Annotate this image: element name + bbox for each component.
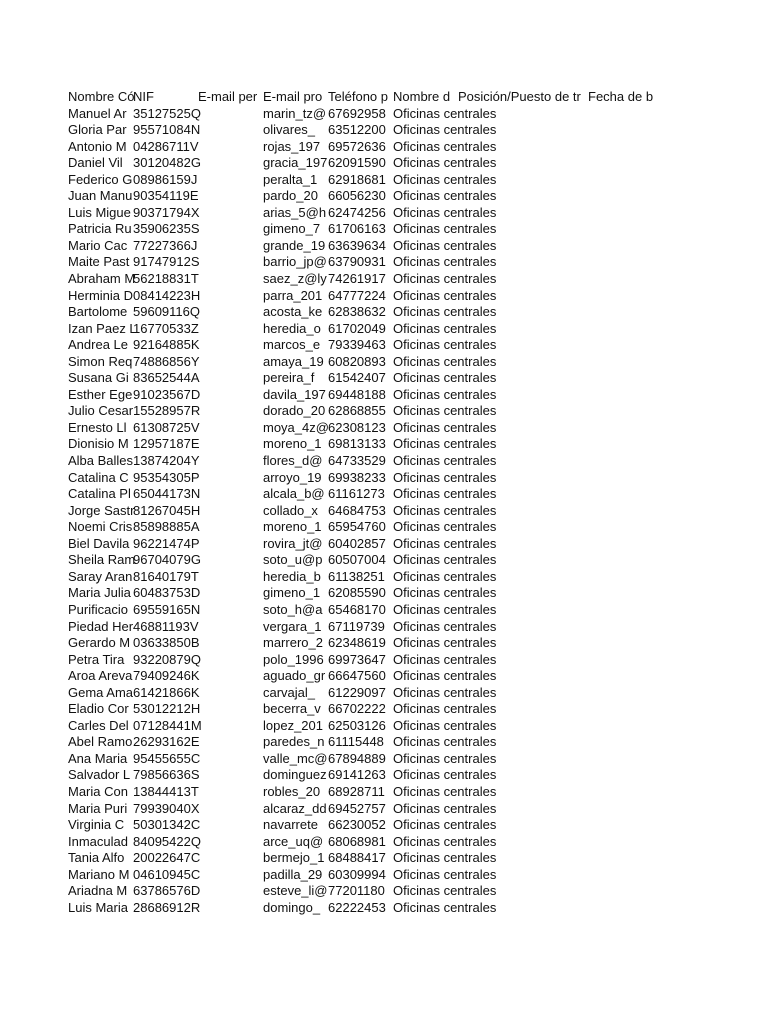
cell-nombre[interactable]: Susana Gi — [68, 370, 129, 386]
cell-telefono[interactable]: 69448188 — [328, 386, 386, 402]
cell-email-profesional[interactable]: heredia_o — [263, 320, 321, 336]
cell-nombre-departamento[interactable]: Oficinas centrales — [393, 188, 497, 204]
cell-nombre-departamento[interactable]: Oficinas centrales — [393, 221, 497, 237]
cell-email-profesional[interactable]: saez_z@ly — [263, 271, 327, 287]
cell-nombre-departamento[interactable]: Oficinas centrales — [393, 271, 497, 287]
cell-email-profesional[interactable]: gracia_197 — [263, 155, 328, 171]
cell-nif[interactable]: 08986159J — [133, 171, 198, 187]
cell-telefono[interactable]: 62308123 — [328, 419, 386, 435]
cell-nombre[interactable]: Jorge Sastr — [68, 502, 135, 518]
cell-nombre-departamento[interactable]: Oficinas centrales — [393, 800, 497, 816]
cell-telefono[interactable]: 64684753 — [328, 502, 386, 518]
cell-telefono[interactable]: 68488417 — [328, 850, 386, 866]
cell-nombre[interactable]: Piedad Her — [68, 618, 134, 634]
cell-nombre-departamento[interactable]: Oficinas centrales — [393, 635, 497, 651]
cell-nombre[interactable]: Patricia Ru — [68, 221, 132, 237]
cell-nombre[interactable]: Andrea Le — [68, 337, 128, 353]
header-email-personal[interactable]: E-mail per — [198, 89, 258, 104]
cell-nif[interactable]: 63786576D — [133, 883, 201, 899]
cell-nif[interactable]: 12957187E — [133, 436, 200, 452]
cell-nombre-departamento[interactable]: Oficinas centrales — [393, 850, 497, 866]
cell-telefono[interactable]: 62474256 — [328, 204, 386, 220]
cell-nif[interactable]: 46881193V — [133, 618, 199, 634]
cell-nombre-departamento[interactable]: Oficinas centrales — [393, 734, 497, 750]
cell-nombre[interactable]: Julio Cesar — [68, 403, 134, 419]
cell-nif[interactable]: 60483753D — [133, 585, 201, 601]
cell-nombre[interactable]: Luis Migue — [68, 204, 131, 220]
cell-telefono[interactable]: 62503126 — [328, 717, 386, 733]
cell-telefono[interactable]: 66702222 — [328, 701, 386, 717]
cell-nombre-departamento[interactable]: Oficinas centrales — [393, 138, 497, 154]
cell-telefono[interactable]: 66056230 — [328, 188, 386, 204]
cell-nif[interactable]: 95354305P — [133, 469, 200, 485]
cell-nombre[interactable]: Maria Julia — [68, 585, 131, 601]
cell-nombre[interactable]: Esther Ege — [68, 386, 133, 402]
cell-nif[interactable]: 61421866K — [133, 684, 200, 700]
cell-nombre-departamento[interactable]: Oficinas centrales — [393, 155, 497, 171]
cell-telefono[interactable]: 77201180 — [328, 883, 385, 899]
cell-nif[interactable]: 59609116Q — [133, 304, 200, 320]
cell-telefono[interactable]: 69141263 — [328, 767, 386, 783]
cell-email-profesional[interactable]: rojas_197 — [263, 138, 321, 154]
cell-telefono[interactable]: 61161273 — [328, 486, 385, 502]
cell-email-profesional[interactable]: polo_1996 — [263, 651, 324, 667]
header-email-profesional[interactable]: E-mail pro — [263, 89, 323, 104]
cell-email-profesional[interactable]: esteve_li@ — [263, 883, 328, 899]
cell-email-profesional[interactable]: vergara_1 — [263, 618, 322, 634]
cell-nif[interactable]: 13844413T — [133, 783, 199, 799]
cell-nif[interactable]: 04286711V — [133, 138, 199, 154]
cell-nombre[interactable]: Sheila Ram — [68, 552, 136, 568]
cell-email-profesional[interactable]: robles_20 — [263, 783, 321, 799]
cell-nombre[interactable]: Juan Manu — [68, 188, 133, 204]
cell-email-profesional[interactable]: aguado_gr — [263, 668, 326, 684]
cell-email-profesional[interactable]: becerra_v — [263, 701, 321, 717]
cell-email-profesional[interactable]: carvajal_ — [263, 684, 316, 700]
cell-nombre[interactable]: Purificacio — [68, 601, 128, 617]
cell-nif[interactable]: 84095422Q — [133, 833, 201, 849]
cell-telefono[interactable]: 79339463 — [328, 337, 386, 353]
cell-nif[interactable]: 81267045H — [133, 502, 201, 518]
cell-nombre[interactable]: Noemi Cris — [68, 519, 133, 535]
cell-nombre-departamento[interactable]: Oficinas centrales — [393, 750, 497, 766]
cell-nombre[interactable]: Abraham M — [68, 271, 136, 287]
cell-nombre[interactable]: Catalina Pl — [68, 486, 131, 502]
cell-nombre[interactable]: Ana Maria — [68, 750, 128, 766]
cell-nombre-departamento[interactable]: Oficinas centrales — [393, 353, 497, 369]
cell-telefono[interactable]: 68068981 — [328, 833, 386, 849]
cell-nif[interactable]: 77227366J — [133, 237, 198, 253]
cell-nombre-departamento[interactable]: Oficinas centrales — [393, 287, 497, 303]
cell-email-profesional[interactable]: domingo_ — [263, 899, 321, 915]
cell-email-profesional[interactable]: paredes_n — [263, 734, 325, 750]
cell-nombre-departamento[interactable]: Oficinas centrales — [393, 122, 497, 138]
cell-nif[interactable]: 08414223H — [133, 287, 201, 303]
cell-nombre-departamento[interactable]: Oficinas centrales — [393, 899, 497, 915]
cell-nombre-departamento[interactable]: Oficinas centrales — [393, 618, 497, 634]
cell-nombre-departamento[interactable]: Oficinas centrales — [393, 701, 497, 717]
cell-email-profesional[interactable]: arce_uq@ — [263, 833, 324, 849]
cell-telefono[interactable]: 66230052 — [328, 817, 386, 833]
cell-nombre-departamento[interactable]: Oficinas centrales — [393, 535, 497, 551]
cell-nif[interactable]: 35906235S — [133, 221, 200, 237]
cell-nif[interactable]: 81640179T — [133, 568, 199, 584]
cell-nombre[interactable]: Dionisio M — [68, 436, 129, 452]
cell-nombre[interactable]: Ariadna M — [68, 883, 128, 899]
cell-nombre-departamento[interactable]: Oficinas centrales — [393, 486, 497, 502]
cell-nif[interactable]: 90354119E — [133, 188, 199, 204]
cell-email-profesional[interactable]: flores_d@ — [263, 453, 323, 469]
cell-nombre[interactable]: Maria Con — [68, 783, 128, 799]
cell-telefono[interactable]: 69973647 — [328, 651, 386, 667]
cell-telefono[interactable]: 65468170 — [328, 601, 386, 617]
cell-nombre[interactable]: Alba Balles — [68, 453, 134, 469]
cell-telefono[interactable]: 61138251 — [328, 568, 385, 584]
cell-nombre[interactable]: Gema Ama — [68, 684, 134, 700]
cell-nif[interactable]: 74886856Y — [133, 353, 200, 369]
cell-email-profesional[interactable]: barrio_jp@ — [263, 254, 327, 270]
cell-nif[interactable]: 28686912R — [133, 899, 201, 915]
cell-nombre[interactable]: Saray Aran — [68, 568, 133, 584]
cell-email-profesional[interactable]: rovira_jt@ — [263, 535, 323, 551]
cell-nombre-departamento[interactable]: Oficinas centrales — [393, 386, 497, 402]
cell-nombre-departamento[interactable]: Oficinas centrales — [393, 519, 497, 535]
cell-nif[interactable]: 20022647C — [133, 850, 201, 866]
cell-telefono[interactable]: 65954760 — [328, 519, 386, 535]
cell-nombre-departamento[interactable]: Oficinas centrales — [393, 502, 497, 518]
cell-nombre[interactable]: Maria Puri — [68, 800, 128, 816]
cell-nombre[interactable]: Petra Tira — [68, 651, 125, 667]
cell-email-profesional[interactable]: moya_4z@ — [263, 419, 329, 435]
cell-nombre[interactable]: Gloria Par — [68, 122, 127, 138]
cell-nombre-departamento[interactable]: Oficinas centrales — [393, 767, 497, 783]
cell-nombre[interactable]: Abel Ramo — [68, 734, 133, 750]
cell-nif[interactable]: 95571084N — [133, 122, 201, 138]
cell-telefono[interactable]: 63790931 — [328, 254, 386, 270]
cell-nif[interactable]: 79939040X — [133, 800, 200, 816]
cell-nombre-departamento[interactable]: Oficinas centrales — [393, 436, 497, 452]
cell-nif[interactable]: 30120482G — [133, 155, 201, 171]
cell-telefono[interactable]: 64733529 — [328, 453, 386, 469]
cell-nombre-departamento[interactable]: Oficinas centrales — [393, 105, 497, 121]
cell-nombre[interactable]: Maite Past — [68, 254, 130, 270]
cell-telefono[interactable]: 63639634 — [328, 237, 386, 253]
cell-email-profesional[interactable]: amaya_19 — [263, 353, 324, 369]
cell-email-profesional[interactable]: arroyo_19 — [263, 469, 322, 485]
cell-nombre-departamento[interactable]: Oficinas centrales — [393, 668, 497, 684]
cell-nombre[interactable]: Mario Cac — [68, 237, 128, 253]
cell-nif[interactable]: 85898885A — [133, 519, 200, 535]
cell-nombre[interactable]: Catalina C — [68, 469, 129, 485]
cell-email-profesional[interactable]: soto_u@p — [263, 552, 323, 568]
cell-nif[interactable]: 93220879Q — [133, 651, 201, 667]
cell-email-profesional[interactable]: pereira_f — [263, 370, 315, 386]
cell-email-profesional[interactable]: gimeno_7 — [263, 221, 321, 237]
cell-nombre[interactable]: Federico G — [68, 171, 133, 187]
cell-email-profesional[interactable]: arias_5@h — [263, 204, 327, 220]
cell-nombre[interactable]: Virginia C — [68, 817, 125, 833]
cell-email-profesional[interactable]: collado_x — [263, 502, 318, 518]
cell-nif[interactable]: 79409246K — [133, 668, 200, 684]
cell-nombre-departamento[interactable]: Oficinas centrales — [393, 817, 497, 833]
cell-telefono[interactable]: 68928711 — [328, 783, 385, 799]
cell-telefono[interactable]: 62918681 — [328, 171, 386, 187]
cell-email-profesional[interactable]: moreno_1 — [263, 519, 322, 535]
cell-nif[interactable]: 91023567D — [133, 386, 201, 402]
cell-telefono[interactable]: 67692958 — [328, 105, 386, 121]
cell-nombre-departamento[interactable]: Oficinas centrales — [393, 419, 497, 435]
cell-telefono[interactable]: 60820893 — [328, 353, 386, 369]
cell-nombre[interactable]: Daniel Vil — [68, 155, 123, 171]
cell-nombre-departamento[interactable]: Oficinas centrales — [393, 601, 497, 617]
cell-nombre-departamento[interactable]: Oficinas centrales — [393, 866, 497, 882]
cell-telefono[interactable]: 62838632 — [328, 304, 386, 320]
cell-nombre[interactable]: Salvador L — [68, 767, 131, 783]
cell-telefono[interactable]: 63512200 — [328, 122, 386, 138]
cell-nombre[interactable]: Manuel Ar — [68, 105, 127, 121]
cell-nif[interactable]: 96221474P — [133, 535, 200, 551]
cell-telefono[interactable]: 69572636 — [328, 138, 386, 154]
cell-email-profesional[interactable]: valle_mc@ — [263, 750, 328, 766]
cell-nif[interactable]: 04610945C — [133, 866, 201, 882]
cell-nif[interactable]: 07128441M — [133, 717, 202, 733]
cell-nombre[interactable]: Gerardo M — [68, 635, 131, 651]
cell-telefono[interactable]: 61542407 — [328, 370, 386, 386]
cell-email-profesional[interactable]: davila_197 — [263, 386, 326, 402]
cell-telefono[interactable]: 74261917 — [328, 271, 386, 287]
cell-nif[interactable]: 26293162E — [133, 734, 200, 750]
cell-telefono[interactable]: 67894889 — [328, 750, 386, 766]
cell-telefono[interactable]: 62091590 — [328, 155, 386, 171]
cell-nif[interactable]: 95455655C — [133, 750, 201, 766]
cell-email-profesional[interactable]: marcos_e — [263, 337, 321, 353]
header-nombre-departamento[interactable]: Nombre d — [393, 89, 451, 104]
cell-nif[interactable]: 92164885K — [133, 337, 200, 353]
cell-email-profesional[interactable]: bermejo_1 — [263, 850, 325, 866]
cell-email-profesional[interactable]: heredia_b — [263, 568, 321, 584]
cell-nombre[interactable]: Antonio M — [68, 138, 127, 154]
cell-nombre[interactable]: Luis Maria — [68, 899, 128, 915]
cell-nif[interactable]: 53012212H — [133, 701, 201, 717]
cell-telefono[interactable]: 60507004 — [328, 552, 386, 568]
cell-nombre-departamento[interactable]: Oficinas centrales — [393, 204, 497, 220]
cell-telefono[interactable]: 61115448 — [328, 734, 384, 750]
cell-email-profesional[interactable]: grande_19 — [263, 237, 326, 253]
header-nif[interactable]: NIF — [133, 89, 154, 104]
cell-nombre[interactable]: Tania Alfo — [68, 850, 125, 866]
cell-email-profesional[interactable]: alcaraz_dd — [263, 800, 327, 816]
cell-email-profesional[interactable]: peralta_1 — [263, 171, 318, 187]
cell-nombre[interactable]: Herminia D — [68, 287, 134, 303]
cell-nombre-departamento[interactable]: Oficinas centrales — [393, 304, 497, 320]
cell-nombre[interactable]: Carles Del — [68, 717, 129, 733]
cell-email-profesional[interactable]: marin_tz@ — [263, 105, 327, 121]
cell-nombre[interactable]: Biel Davila — [68, 535, 130, 551]
header-fecha[interactable]: Fecha de b — [588, 89, 654, 104]
cell-nombre-departamento[interactable]: Oficinas centrales — [393, 684, 497, 700]
cell-nif[interactable]: 91747912S — [133, 254, 200, 270]
cell-email-profesional[interactable]: olivares_ — [263, 122, 316, 138]
cell-nombre-departamento[interactable]: Oficinas centrales — [393, 651, 497, 667]
cell-telefono[interactable]: 61702049 — [328, 320, 386, 336]
cell-nombre-departamento[interactable]: Oficinas centrales — [393, 568, 497, 584]
cell-telefono[interactable]: 69813133 — [328, 436, 386, 452]
cell-email-profesional[interactable]: acosta_ke — [263, 304, 323, 320]
cell-email-profesional[interactable]: navarrete — [263, 817, 318, 833]
cell-nombre[interactable]: Aroa Areva — [68, 668, 133, 684]
cell-nombre-departamento[interactable]: Oficinas centrales — [393, 883, 497, 899]
header-posicion-puesto[interactable]: Posición/Puesto de tr — [458, 89, 581, 104]
cell-telefono[interactable]: 62868855 — [328, 403, 386, 419]
cell-nif[interactable]: 56218831T — [133, 271, 199, 287]
cell-nif[interactable]: 65044173N — [133, 486, 201, 502]
cell-nif[interactable]: 50301342C — [133, 817, 201, 833]
cell-nombre-departamento[interactable]: Oficinas centrales — [393, 370, 497, 386]
cell-nombre[interactable]: Inmaculad — [68, 833, 128, 849]
cell-nif[interactable]: 96704079G — [133, 552, 201, 568]
cell-telefono[interactable]: 66647560 — [328, 668, 386, 684]
cell-nif[interactable]: 79856636S — [133, 767, 200, 783]
cell-nif[interactable]: 83652544A — [133, 370, 200, 386]
cell-nif[interactable]: 61308725V — [133, 419, 200, 435]
cell-nombre-departamento[interactable]: Oficinas centrales — [393, 833, 497, 849]
cell-nif[interactable]: 15528957R — [133, 403, 201, 419]
cell-email-profesional[interactable]: lopez_201 — [263, 717, 323, 733]
cell-nombre[interactable]: Bartolome — [68, 304, 128, 320]
cell-email-profesional[interactable]: dominguez — [263, 767, 327, 783]
cell-email-profesional[interactable]: gimeno_1 — [263, 585, 321, 601]
cell-nombre[interactable]: Simon Req — [68, 353, 133, 369]
cell-telefono[interactable]: 61706163 — [328, 221, 386, 237]
cell-nif[interactable]: 69559165N — [133, 601, 201, 617]
cell-telefono[interactable]: 62085590 — [328, 585, 386, 601]
cell-telefono[interactable]: 61229097 — [328, 684, 386, 700]
cell-email-profesional[interactable]: moreno_1 — [263, 436, 322, 452]
cell-telefono[interactable]: 60309994 — [328, 866, 386, 882]
cell-telefono[interactable]: 62348619 — [328, 635, 386, 651]
cell-nombre-departamento[interactable]: Oficinas centrales — [393, 171, 497, 187]
cell-email-profesional[interactable]: soto_h@a — [263, 601, 323, 617]
cell-nif[interactable]: 90371794X — [133, 204, 200, 220]
cell-email-profesional[interactable]: parra_201 — [263, 287, 323, 303]
cell-email-profesional[interactable]: dorado_20 — [263, 403, 326, 419]
header-nombre[interactable]: Nombre Có — [68, 89, 135, 104]
cell-nif[interactable]: 16770533Z — [133, 320, 199, 336]
cell-email-profesional[interactable]: pardo_20 — [263, 188, 318, 204]
cell-nombre[interactable]: Eladio Cor — [68, 701, 129, 717]
cell-nif[interactable]: 03633850B — [133, 635, 200, 651]
cell-telefono[interactable]: 62222453 — [328, 899, 386, 915]
cell-telefono[interactable]: 67119739 — [328, 618, 385, 634]
cell-telefono[interactable]: 60402857 — [328, 535, 386, 551]
cell-telefono[interactable]: 64777224 — [328, 287, 386, 303]
cell-nombre-departamento[interactable]: Oficinas centrales — [393, 717, 497, 733]
cell-nombre-departamento[interactable]: Oficinas centrales — [393, 237, 497, 253]
cell-nombre-departamento[interactable]: Oficinas centrales — [393, 320, 497, 336]
cell-nombre-departamento[interactable]: Oficinas centrales — [393, 469, 497, 485]
cell-nombre-departamento[interactable]: Oficinas centrales — [393, 552, 497, 568]
cell-nif[interactable]: 13874204Y — [133, 453, 200, 469]
cell-email-profesional[interactable]: padilla_29 — [263, 866, 323, 882]
cell-nombre[interactable]: Ernesto Ll — [68, 419, 127, 435]
cell-nombre[interactable]: Mariano M — [68, 866, 130, 882]
cell-email-profesional[interactable]: alcala_b@ — [263, 486, 325, 502]
header-telefono[interactable]: Teléfono p — [328, 89, 388, 104]
cell-nif[interactable]: 35127525Q — [133, 105, 201, 121]
cell-telefono[interactable]: 69452757 — [328, 800, 386, 816]
cell-nombre-departamento[interactable]: Oficinas centrales — [393, 453, 497, 469]
cell-nombre-departamento[interactable]: Oficinas centrales — [393, 783, 497, 799]
cell-nombre-departamento[interactable]: Oficinas centrales — [393, 585, 497, 601]
cell-nombre[interactable]: Izan Paez L — [68, 320, 137, 336]
cell-email-profesional[interactable]: marrero_2 — [263, 635, 323, 651]
cell-nombre-departamento[interactable]: Oficinas centrales — [393, 337, 497, 353]
cell-telefono[interactable]: 69938233 — [328, 469, 386, 485]
cell-nombre-departamento[interactable]: Oficinas centrales — [393, 403, 497, 419]
cell-nombre-departamento[interactable]: Oficinas centrales — [393, 254, 497, 270]
